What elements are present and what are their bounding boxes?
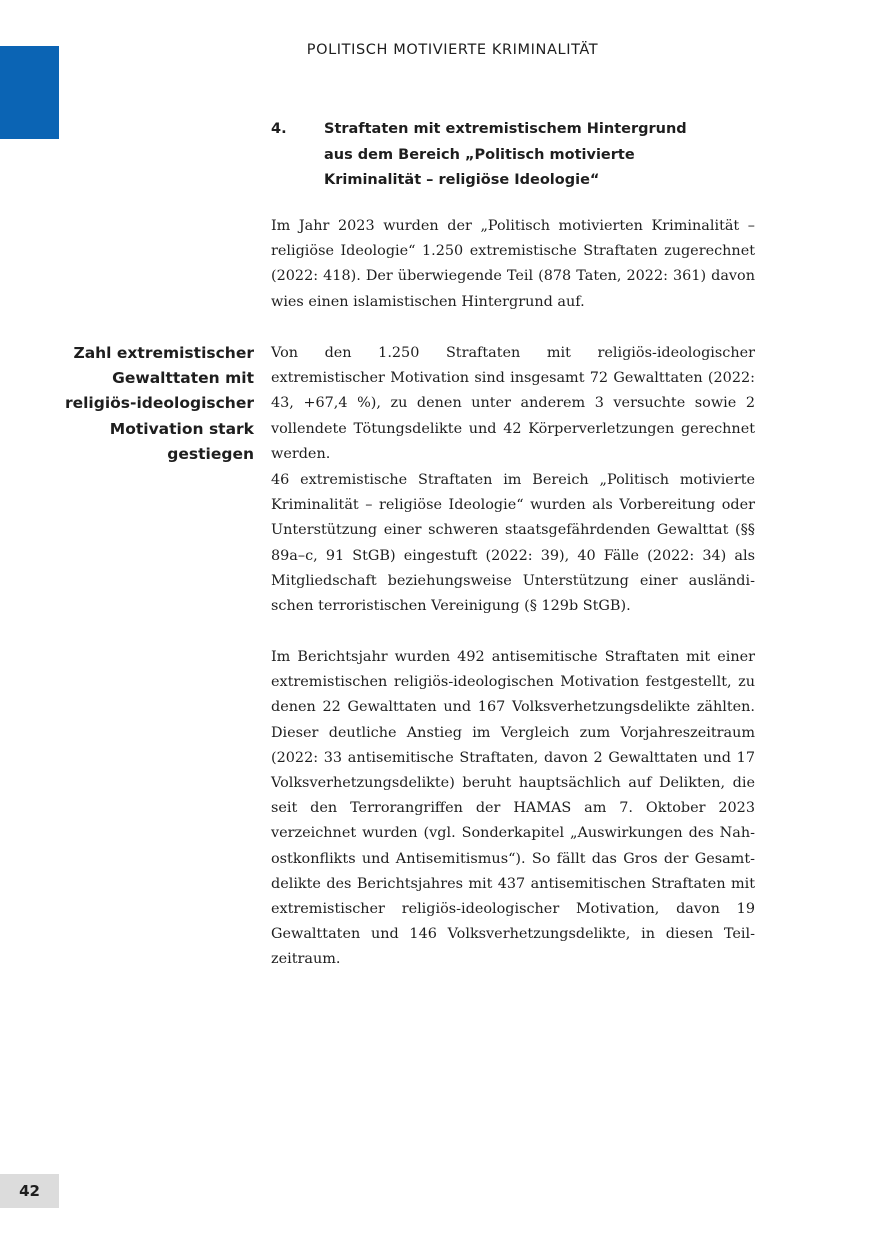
margin-note: Zahl extremistischer Gewalttaten mit religiös-ideologischer Motivation stark gestiegen [64, 344, 254, 463]
chapter-color-tab [0, 46, 59, 139]
body-paragraph: Im Jahr 2023 wurden der „Politisch motivierten Kriminalität – religiöse Ideologie“ 1.250 extremistische Straftaten zugerechnet (2022: 418). Der überwiegende Teil (878 Taten, 2022: 361) davon wies einen islamistischen Hintergrund auf. [271, 218, 755, 310]
page-number-label: 42 [19, 1182, 40, 1200]
section-title: Straftaten mit extremistischem Hintergrund aus dem Bereich „Politisch motivierte Kriminalität – religiöse Ideologie“ [324, 121, 687, 188]
body-paragraph: 46 extremistische Straftaten im Bereich „Politisch motivierte Kriminalität – religiöse Ideologie“ wurden als Vorbereitung oder Unterstützung einer schweren staatsgefährdenden Gewalttat (§§ 89a–c, 91 StGB) eingestuft (2022: 39), 40 Fälle (2022: 34) als Mitgliedschaft beziehungsweise Unterstützung einer ausländischen terroristischen Vereinigung (§ 129b StGB). [271, 472, 755, 615]
body-paragraph: Im Berichtsjahr wurden 492 antisemitische Straftaten mit einer extremistischen religiös-ideologischen Motivation festgestellt, zu denen 22 Gewalttaten und 167 Volksverhetzungsdelikte zählten. Dieser deutliche Anstieg im Vergleich zum Vorjahreszeitraum (2022: 33 antisemitische Straftaten, davon 2 Gewalttaten und 17 Volksverhetzungsdelikte) beruht hauptsächlich auf Delikten, die seit den Terrorangriffen der HAMAS am 7. Oktober 2023 verzeichnet wurden (vgl. Sonderkapitel „Auswirkungen des Nahostkonflikts und Antisemitismus“). So fällt das Gros der Gesamtdelikte des Berichtsjahres mit 437 antisemitischen Straftaten mit extremistischer religiös-ideologischer Motivation, davon 19 Gewalttaten und 146 Volksverhetzungsdelikte, in diesen Teilzeitraum. [271, 649, 755, 968]
running-header: POLITISCH MOTIVIERTE KRIMINALITÄT [306, 42, 599, 58]
section-number: 4. [271, 121, 287, 137]
body-paragraph: Von den 1.250 Straftaten mit religiös-ideologischer extremistischer Motivation sind insgesamt 72 Gewalttaten (2022: 43, +67,4 %), zu denen unter anderem 3 versuchte sowie 2 vollendete Tötungsdelikte und 42 Körperverletzungen gerechnet werden. [271, 345, 755, 462]
section-heading [271, 117, 711, 194]
page-number [0, 1174, 59, 1208]
